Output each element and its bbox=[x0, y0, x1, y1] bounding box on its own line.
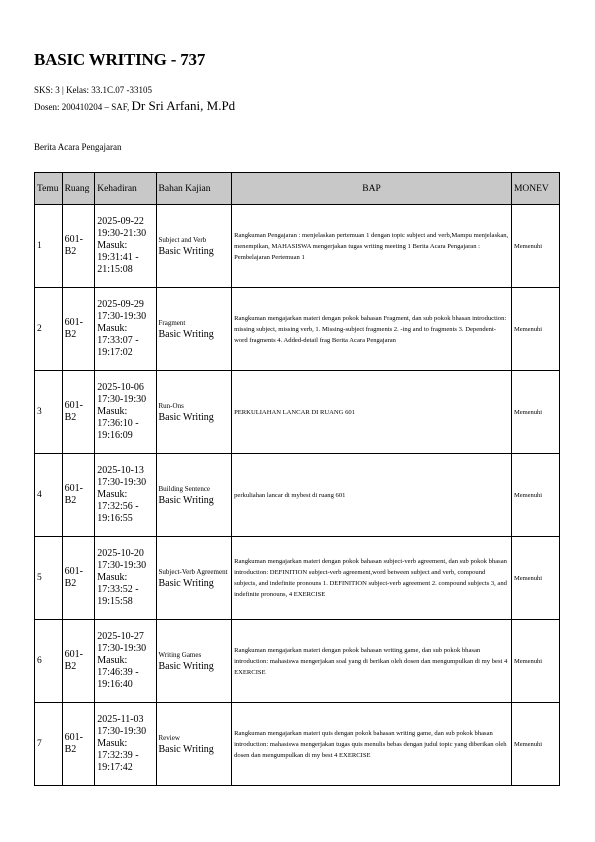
topic-main: Basic Writing bbox=[158, 660, 214, 672]
attendance-time: 17:30-19:30 bbox=[97, 477, 147, 488]
attendance-clock-end: 21:15:08 bbox=[97, 264, 133, 275]
attendance-date: 2025-10-20 bbox=[97, 548, 144, 559]
attendance-time: 17:30-19:30 bbox=[97, 394, 147, 405]
attendance-date: 2025-10-13 bbox=[97, 465, 144, 476]
attendance-clock-end: 19:17:42 bbox=[97, 762, 133, 773]
cell-temu: 4 bbox=[35, 454, 63, 537]
header-bahan-kajian: Bahan Kajian bbox=[156, 173, 232, 205]
attendance-date: 2025-09-22 bbox=[97, 216, 144, 227]
table-row bbox=[35, 703, 560, 786]
cell-bap: PERKULIAHAN LANCAR DI RUANG 601 bbox=[232, 371, 512, 454]
section-title: Berita Acara Pengajaran bbox=[34, 142, 122, 152]
attendance-clock: 17:32:56 - bbox=[97, 501, 139, 512]
attendance-clock: 17:46:39 - bbox=[97, 667, 139, 678]
attendance-time: 19:30-21:30 bbox=[97, 228, 147, 239]
topic-sub: Subject-Verb Agreement bbox=[158, 567, 228, 576]
table-row bbox=[35, 620, 560, 703]
attendance-clock: 17:33:07 - bbox=[97, 335, 139, 346]
cell-bahan-kajian bbox=[156, 454, 232, 537]
attendance-clock-end: 19:16:09 bbox=[97, 430, 133, 441]
header-ruang: Ruang bbox=[62, 173, 95, 205]
topic-main: Basic Writing bbox=[158, 577, 214, 589]
header-temu: Temu bbox=[35, 173, 63, 205]
attendance-status: Masuk: bbox=[97, 489, 128, 500]
attendance-clock: 17:33:52 - bbox=[97, 584, 139, 595]
attendance-status: Masuk: bbox=[97, 655, 128, 666]
header-bap: BAP bbox=[232, 173, 512, 205]
cell-bap: Rangkuman Pengajaran : menjelaskan pertemuan 1 dengan topic subject and verb,Mampu menjelaskan, menempikan, MAHASISWA mengerjakan tugas writing meeting 1 Berita Acara Pengajaran : Pembelajaran Pertemuan 1 bbox=[232, 205, 512, 288]
cell-kehadiran bbox=[95, 620, 156, 703]
cell-temu: 3 bbox=[35, 371, 63, 454]
cell-monev: Memenuhi bbox=[511, 620, 559, 703]
cell-kehadiran bbox=[95, 288, 156, 371]
table-row bbox=[35, 454, 560, 537]
cell-monev: Memenuhi bbox=[511, 537, 559, 620]
course-meta: SKS: 3 | Kelas: 33.1C.07 -33105 bbox=[34, 85, 153, 95]
cell-bahan-kajian bbox=[156, 205, 232, 288]
topic-main: Basic Writing bbox=[158, 411, 214, 423]
cell-kehadiran bbox=[95, 205, 156, 288]
attendance-date: 2025-09-29 bbox=[97, 299, 144, 310]
topic-main: Basic Writing bbox=[158, 245, 214, 257]
attendance-time: 17:30-19:30 bbox=[97, 560, 147, 571]
attendance-time: 17:30-19:30 bbox=[97, 726, 147, 737]
document-title: BASIC WRITING - 737 bbox=[34, 50, 206, 69]
header-monev: MONEV bbox=[511, 173, 559, 205]
cell-bap: Rangkuman mengajarkan materi dengan pokok bahasan subject-verb agreement, dan sub pokok bhasan introduction: DEFINITION subject-verb agreement,word between subject and verb, compound subjects, and indefinite pronouns 1. DEFINITION subject-verb agreement 2. compound subjects 3, and indefinite pronouns, 4 EXERCISE bbox=[232, 537, 512, 620]
lecturer-line bbox=[34, 98, 235, 114]
topic-sub: Fragment bbox=[158, 318, 186, 327]
cell-temu: 5 bbox=[35, 537, 63, 620]
cell-ruang: 601-B2 bbox=[62, 620, 95, 703]
cell-bahan-kajian bbox=[156, 620, 232, 703]
attendance-date: 2025-10-06 bbox=[97, 382, 144, 393]
topic-sub: Writing Games bbox=[158, 650, 202, 659]
cell-temu: 1 bbox=[35, 205, 63, 288]
attendance-clock-end: 19:16:55 bbox=[97, 513, 133, 524]
cell-monev: Memenuhi bbox=[511, 288, 559, 371]
bap-table bbox=[34, 172, 560, 786]
cell-kehadiran bbox=[95, 703, 156, 786]
cell-temu: 2 bbox=[35, 288, 63, 371]
cell-ruang: 601-B2 bbox=[62, 537, 95, 620]
attendance-status: Masuk: bbox=[97, 406, 128, 417]
attendance-clock: 17:36:10 - bbox=[97, 418, 139, 429]
cell-bap: Rangkuman mengajarkan materi quis dengan pokok bahasan writing game, dan sub pokok bhasan introduction: mahasiswa mengerjakan tugas quis menulis bebas dengan judul topic yang diberikan oleh dosen dan mengumpulkan di my best 4 EXERCISE bbox=[232, 703, 512, 786]
attendance-clock: 17:32:39 - bbox=[97, 750, 139, 761]
attendance-clock-end: 19:16:40 bbox=[97, 679, 133, 690]
attendance-status: Masuk: bbox=[97, 323, 128, 334]
cell-kehadiran bbox=[95, 371, 156, 454]
cell-monev: Memenuhi bbox=[511, 205, 559, 288]
attendance-status: Masuk: bbox=[97, 240, 128, 251]
cell-bap: perkuliahan lancar di mybest di ruang 601 bbox=[232, 454, 512, 537]
cell-temu: 7 bbox=[35, 703, 63, 786]
table-row bbox=[35, 288, 560, 371]
cell-kehadiran bbox=[95, 537, 156, 620]
topic-main: Basic Writing bbox=[158, 743, 214, 755]
topic-sub: Run-Ons bbox=[158, 401, 184, 410]
table-header-row bbox=[35, 173, 560, 205]
topic-sub: Subject and Verb bbox=[158, 235, 207, 244]
topic-main: Basic Writing bbox=[158, 328, 214, 340]
attendance-status: Masuk: bbox=[97, 738, 128, 749]
cell-ruang: 601-B2 bbox=[62, 454, 95, 537]
attendance-status: Masuk: bbox=[97, 572, 128, 583]
cell-monev: Memenuhi bbox=[511, 371, 559, 454]
cell-monev: Memenuhi bbox=[511, 703, 559, 786]
lecturer-name: Dr Sri Arfani, M.Pd bbox=[131, 98, 236, 113]
attendance-clock-end: 19:17:02 bbox=[97, 347, 133, 358]
table-row bbox=[35, 205, 560, 288]
cell-bap: Rangkuman mengajarkan materi dengan pokok bahasan Fragment, dan sub pokok bhasan introduction: missing subject, missing verb, 1. Missing-subject fragments 2. -ing and to fragments 3. Dependent-word fragments 4. Added-detail frag Berita Acara Pengajaran bbox=[232, 288, 512, 371]
lecturer-label: Dosen: 200410204 – SAF, bbox=[34, 102, 132, 112]
topic-main: Basic Writing bbox=[158, 494, 214, 506]
attendance-date: 2025-10-27 bbox=[97, 631, 144, 642]
attendance-time: 17:30-19:30 bbox=[97, 643, 147, 654]
cell-kehadiran bbox=[95, 454, 156, 537]
attendance-date: 2025-11-03 bbox=[97, 714, 144, 725]
topic-sub: Building Sentence bbox=[158, 484, 211, 493]
cell-monev: Memenuhi bbox=[511, 454, 559, 537]
attendance-clock-end: 19:15:58 bbox=[97, 596, 133, 607]
cell-ruang: 601-B2 bbox=[62, 703, 95, 786]
cell-ruang: 601-B2 bbox=[62, 288, 95, 371]
attendance-clock: 19:31:41 - bbox=[97, 252, 139, 263]
cell-ruang: 601-B2 bbox=[62, 371, 95, 454]
topic-sub: Review bbox=[158, 733, 180, 742]
table-row bbox=[35, 371, 560, 454]
cell-bahan-kajian bbox=[156, 288, 232, 371]
cell-temu: 6 bbox=[35, 620, 63, 703]
cell-bahan-kajian bbox=[156, 537, 232, 620]
cell-bahan-kajian bbox=[156, 703, 232, 786]
cell-bahan-kajian bbox=[156, 371, 232, 454]
cell-bap: Rangkuman mengajarkan materi dengan pokok bahasan writing game, dan sub pokok bhasan introduction: mahasiswa mengerjakan soal yang di berikan oleh dosen dan mengumpulkan di my best 4 EXERCISE bbox=[232, 620, 512, 703]
attendance-time: 17:30-19:30 bbox=[97, 311, 147, 322]
cell-ruang: 601-B2 bbox=[62, 205, 95, 288]
header-kehadiran: Kehadiran bbox=[95, 173, 156, 205]
table-row bbox=[35, 537, 560, 620]
